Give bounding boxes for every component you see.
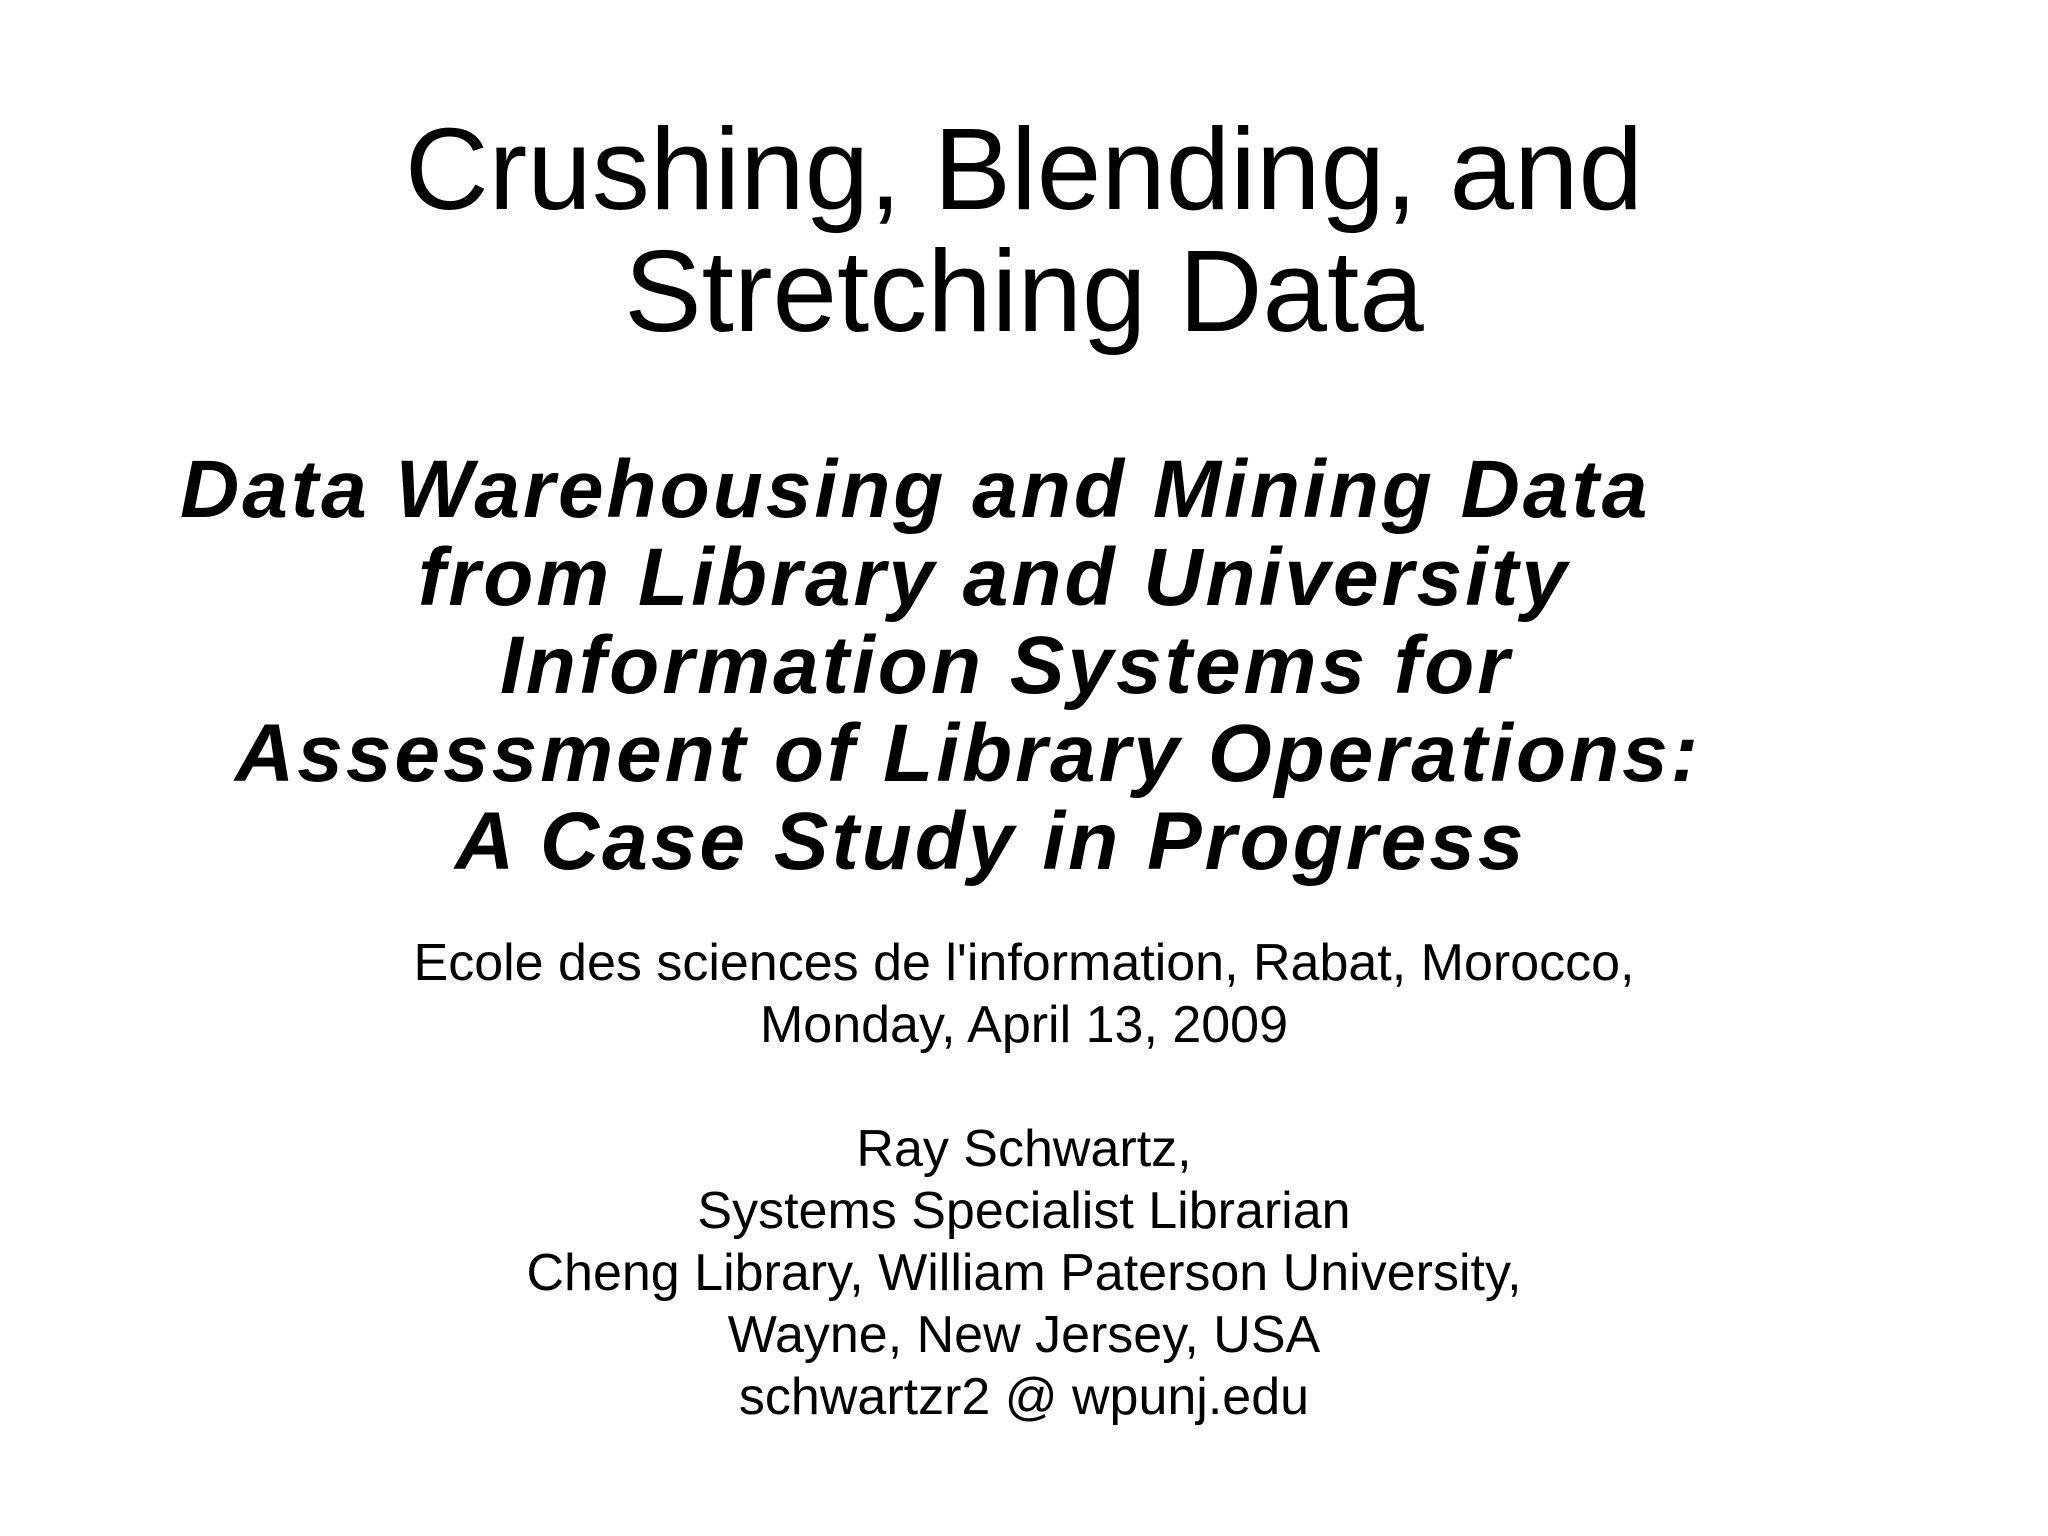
- event-date: Monday, April 13, 2009: [759, 996, 1289, 1054]
- slide-title-line-1: Crushing, Blending, and: [404, 104, 1644, 234]
- author-name: Ray Schwartz,: [856, 1120, 1192, 1178]
- subtitle-line-2: from Library and University: [418, 532, 1570, 623]
- subtitle-line-4: Assessment of Library Operations:: [235, 708, 1702, 799]
- details-spacer: [0, 1056, 2048, 1118]
- event-venue: Ecole des sciences de l'information, Rabat, Morocco,: [413, 934, 1635, 992]
- slide-title-line-2: Stretching Data: [624, 226, 1424, 356]
- subtitle-line-5: A Case Study in Progress: [455, 796, 1527, 887]
- slide-subtitle: [150, 446, 1910, 886]
- author-location: Wayne, New Jersey, USA: [727, 1306, 1321, 1364]
- author-position: Systems Specialist Librarian: [697, 1182, 1351, 1240]
- presentation-details: [0, 932, 2048, 1428]
- author-email: schwartzr2 @ wpunj.edu: [738, 1368, 1310, 1426]
- slide-title: [0, 104, 2048, 356]
- subtitle-line-3: Information Systems for: [500, 620, 1513, 711]
- author-institution: Cheng Library, William Paterson University,: [526, 1244, 1522, 1302]
- subtitle-line-1: Data Warehousing and Mining Data: [180, 444, 1651, 535]
